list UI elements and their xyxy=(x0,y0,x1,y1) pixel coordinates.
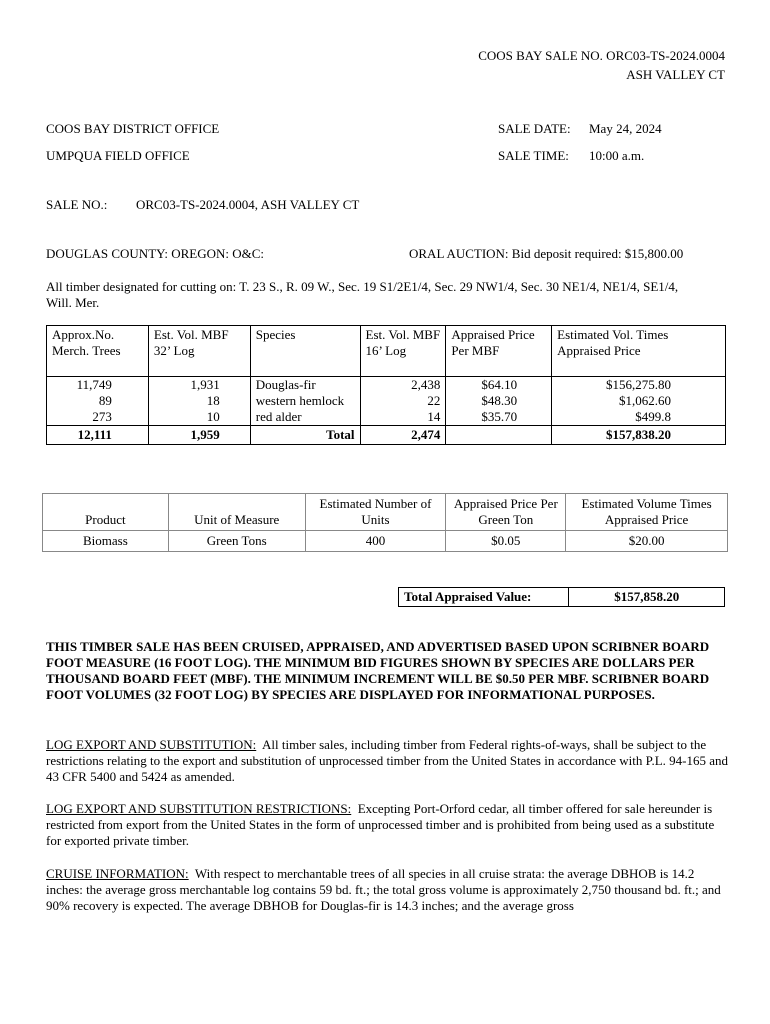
field-office: UMPQUA FIELD OFFICE xyxy=(46,148,190,163)
cell-vol-32: 10 xyxy=(148,409,250,426)
table-row xyxy=(47,409,726,426)
header-product: Product xyxy=(43,494,169,531)
cell-vol-16: 2,438 xyxy=(360,377,446,394)
cell-product: Biomass xyxy=(43,531,169,552)
cruise-information-section xyxy=(46,866,730,914)
cell-total-price: $499.8 xyxy=(552,409,726,426)
table-row xyxy=(43,531,728,552)
sale-number-header: COOS BAY SALE NO. ORC03-TS-2024.0004 xyxy=(478,48,725,63)
total-appraised-table xyxy=(398,587,725,607)
section-heading: CRUISE INFORMATION: xyxy=(46,866,189,881)
cell-vol-32: 1,931 xyxy=(148,377,250,394)
cell-species: Douglas-fir xyxy=(250,377,360,394)
district-office: COOS BAY DISTRICT OFFICE xyxy=(46,121,220,136)
cell-species: red alder xyxy=(250,409,360,426)
total-value: $157,838.20 xyxy=(552,426,726,445)
sale-date-label: SALE DATE: xyxy=(498,121,571,136)
total-label: Total xyxy=(250,426,360,445)
section-heading: LOG EXPORT AND SUBSTITUTION: xyxy=(46,737,257,752)
header-species: Species xyxy=(250,326,360,377)
log-export-restrictions-section xyxy=(46,801,730,849)
total-vol-32: 1,959 xyxy=(148,426,250,445)
total-appraised-value: $157,858.20 xyxy=(569,588,725,607)
total-appraised-label: Total Appraised Value: xyxy=(399,588,569,607)
cell-price: $48.30 xyxy=(446,393,552,409)
section-heading: LOG EXPORT AND SUBSTITUTION RESTRICTIONS: xyxy=(46,801,352,816)
table-row xyxy=(47,393,726,409)
cell-total-price: $1,062.60 xyxy=(552,393,726,409)
section-text: With respect to merchantable trees of all species in all cruise strata: the average DBHOB is 14.2 inches: the average gross merchantable log contains 59 bd. ft.; the total gross volume is approximately 2,750 thousand bd. ft.; and 90% recovery is expected. The average DBHOB for Douglas-fir is 14.3 inches; and the average gross xyxy=(46,866,721,913)
cell-vol-16: 22 xyxy=(360,393,446,409)
cell-vol-16: 14 xyxy=(360,409,446,426)
cell-price-per-ton: $0.05 xyxy=(446,531,566,552)
biomass-header-row xyxy=(43,494,728,531)
biomass-table xyxy=(42,493,728,552)
cell-species: western hemlock xyxy=(250,393,360,409)
header-merch-trees: Approx.No. Merch. Trees xyxy=(47,326,149,377)
total-trees: 12,111 xyxy=(47,426,149,445)
header-est-vol-32: Est. Vol. MBF 32’ Log xyxy=(148,326,250,377)
cell-trees: 273 xyxy=(92,409,112,424)
cell-total-price: $156,275.80 xyxy=(552,377,726,394)
cell-units: 400 xyxy=(305,531,446,552)
log-export-section xyxy=(46,737,730,785)
timber-table-header-row xyxy=(47,326,726,377)
sale-no-value: ORC03-TS-2024.0004, ASH VALLEY CT xyxy=(136,197,360,212)
header-unit: Unit of Measure xyxy=(168,494,305,531)
sale-name-header: ASH VALLEY CT xyxy=(626,67,725,82)
header-price-per-ton: Appraised Price Per Green Ton xyxy=(446,494,566,531)
header-volume-times-price: Estimated Volume Times Appraised Price xyxy=(566,494,728,531)
scribner-notice: THIS TIMBER SALE HAS BEEN CRUISED, APPRAISED, AND ADVERTISED BASED UPON SCRIBNER BOARD FOOT MEASURE (16 FOOT LOG). THE MINIMUM BID FIGURES SHOWN BY SPECIES ARE DOLLARS PER THOUSAND BOARD FEET (MBF). THE MINIMUM INCREMENT WILL BE $0.50 PER MBF. SCRIBNER BOARD FOOT VOLUMES (32 FOOT LOG) BY SPECIES ARE DISPLAYED FOR INFORMATIONAL PURPOSES. xyxy=(46,639,710,702)
cell-volume-price: $20.00 xyxy=(566,531,728,552)
cell-trees: 89 xyxy=(98,393,112,408)
cell-vol-32: 18 xyxy=(148,393,250,409)
header-est-units: Estimated Number of Units xyxy=(305,494,446,531)
section-text: All timber sales, including timber from Federal rights-of-ways, shall be subject to the restrictions relating to the export and substitution of unprocessed timber from the United States in accordance with P.L. 94-165 and 43 CFR 5400 and 5424 as amended. xyxy=(46,737,728,784)
total-price-empty xyxy=(446,426,552,445)
sale-time-value: 10:00 a.m. xyxy=(589,148,645,163)
section-text: Excepting Port-Orford cedar, all timber offered for sale hereunder is restricted from export from the United States in the form of unprocessed timber and is prohibited from being used as a substitute for exported private timber. xyxy=(46,801,715,848)
cell-trees: 11,749 xyxy=(76,377,112,392)
cell-price: $35.70 xyxy=(446,409,552,426)
cell-unit: Green Tons xyxy=(168,531,305,552)
designation-line-1: All timber designated for cutting on: T. 23 S., R. 09 W., Sec. 19 S1/2E1/4, Sec. 29 NW1/4, Sec. 30 NE1/4, NE1/4, SE1/4, xyxy=(46,279,679,294)
county-line: DOUGLAS COUNTY: OREGON: O&C: xyxy=(46,246,265,261)
header-vol-times-price: Estimated Vol. Times Appraised Price xyxy=(552,326,726,377)
total-vol-16: 2,474 xyxy=(360,426,446,445)
header-est-vol-16: Est. Vol. MBF 16’ Log xyxy=(360,326,446,377)
auction-line: ORAL AUCTION: Bid deposit required: $15,800.00 xyxy=(409,246,684,261)
header-price-per-mbf: Appraised Price Per MBF xyxy=(446,326,552,377)
timber-volume-table xyxy=(46,325,726,445)
table-row xyxy=(47,377,726,394)
sale-no-label: SALE NO.: xyxy=(46,197,108,212)
table-total-row xyxy=(47,426,726,445)
designation-line-2: Will. Mer. xyxy=(46,295,100,310)
sale-time-label: SALE TIME: xyxy=(498,148,569,163)
sale-date-value: May 24, 2024 xyxy=(589,121,662,136)
cell-price: $64.10 xyxy=(446,377,552,394)
